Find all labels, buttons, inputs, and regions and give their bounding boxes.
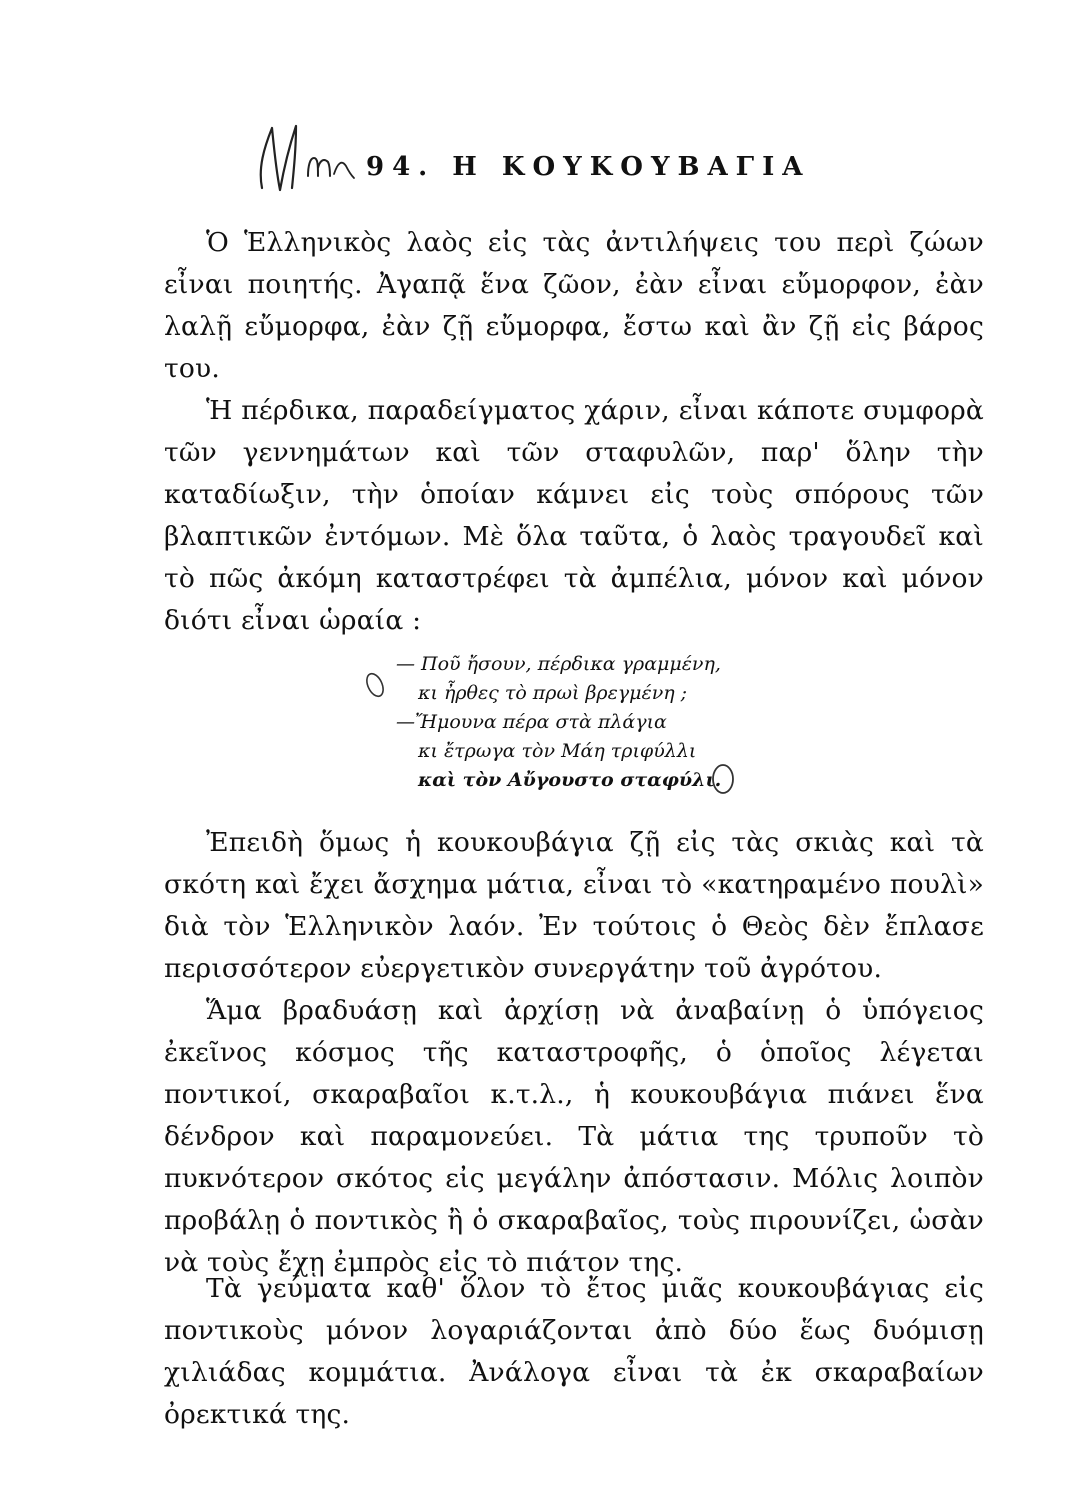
- paragraph-text: Ἐπειδὴ ὅμως ἡ κουκουβάγια ζῇ εἰς τὰς σκιὰς καὶ τὰ σκότη καὶ ἔχει ἄσχημα μάτια, εἶναι τὸ «κατηραμένο πουλὶ» διὰ τὸν Ἑλληνικὸν λαόν. Ἐν τούτοις ὁ Θεὸς δὲν ἔπλασε περισσότερον εὐεργετικὸν συνεργάτην τοῦ ἀγρότου.: [164, 827, 984, 984]
- paragraph-text: Τὰ γεύματα καθ' ὅλον τὸ ἔτος μιᾶς κουκουβάγιας εἰς ποντικοὺς μόνον λογαριάζονται ἀπὸ δύο ἕως δυόμισῃ χιλιάδας κομμάτια. Ἀνάλογα εἶναι τὰ ἐκ σκαραβαίων ὀρεκτικά της.: [164, 1273, 984, 1430]
- poem-line-5: καὶ τὸν Αὔγουστο σταφύλι.: [418, 769, 722, 791]
- poem-line-2: κι ἦρθες τὸ πρωὶ βρεγμένη ;: [418, 682, 688, 704]
- handwritten-annotation-mark: [250, 118, 370, 208]
- paragraph-text: Ὁ Ἑλληνικὸς λαὸς εἰς τὰς ἀντιλήψεις του περὶ ζώων εἶναι ποιητής. Ἀγαπᾷ ἕνα ζῶον, ἐὰν εἶναι εὔμορφον, ἐὰν λαλῇ εὔμορφα, ἐὰν ζῇ εὔμορφα, ἔστω καὶ ἂν ζῇ εἰς βάρος του.: [164, 227, 984, 384]
- pencil-circle-mark: [362, 668, 388, 702]
- pencil-circle-mark-2: [708, 760, 738, 798]
- section-heading: 94. Η ΚΟΥΚΟΥΒΑΓΙΑ: [366, 152, 811, 182]
- paragraph-2: [164, 390, 984, 642]
- poem-quote: [396, 650, 721, 795]
- poem-line-4: κι ἔτρωγα τὸν Μάη τριφύλλι: [418, 740, 697, 762]
- paragraph-3: [164, 822, 984, 990]
- poem-line-1: — Ποῦ ἤσουν, πέρδικα γραμμένη,: [396, 653, 721, 675]
- paragraph-text: Ἅμα βραδυάσῃ καὶ ἀρχίσῃ νὰ ἀναβαίνῃ ὁ ὑπόγειος ἐκεῖνος κόσμος τῆς καταστροφῆς, ὁ ὁποῖος λέγεται ποντικοί, σκαραβαῖοι κ.τ.λ., ἡ κουκουβάγια πιάνει ἕνα δένδρον καὶ παραμονεύει. Τὰ μάτια της τρυποῦν τὸ πυκνότερον σκότος εἰς μεγάλην ἀπόστασιν. Μόλις λοιπὸν προβάλῃ ὁ ποντικὸς ἢ ὁ σκαραβαῖος, τοὺς πιρουνίζει, ὡσὰν νὰ τοὺς ἔχῃ ἐμπρὸς εἰς τὸ πιάτον της.: [164, 995, 984, 1278]
- poem-line-3: —Ἤμουνα πέρα στὰ πλάγια: [396, 711, 667, 733]
- paragraph-1: [164, 222, 984, 390]
- paragraph-4: [164, 990, 984, 1284]
- paragraph-text: Ἡ πέρδικα, παραδείγματος χάριν, εἶναι κάποτε συμφορὰ τῶν γεννημάτων καὶ τῶν σταφυλῶν, παρ' ὅλην τὴν καταδίωξιν, τὴν ὁποίαν κάμνει εἰς τοὺς σπόρους τῶν βλαπτικῶν ἐντόμων. Μὲ ὅλα ταῦτα, ὁ λαὸς τραγουδεῖ καὶ τὸ πῶς ἀκόμη καταστρέφει τὰ ἀμπέλια, μόνον καὶ μόνον διότι εἶναι ὡραία :: [164, 395, 984, 636]
- paragraph-5: [164, 1268, 984, 1436]
